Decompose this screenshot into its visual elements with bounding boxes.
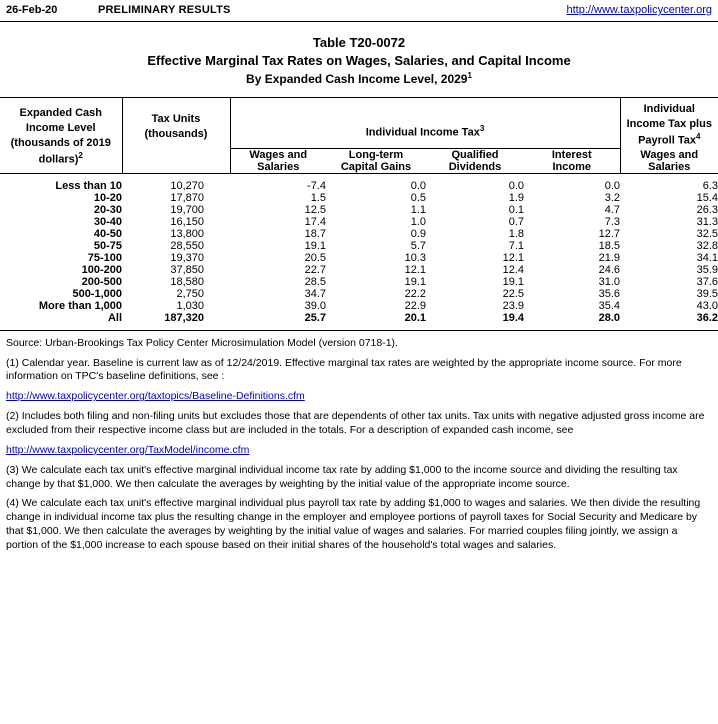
row-capital-gains: 20.1 [404,311,426,324]
row-label: 200-500 [81,275,122,288]
footnote-1-link-line [6,390,712,404]
table-row [0,240,718,252]
footnote-3: (3) We calculate each tax unit's effective marginal individual income tax rate by adding $1,000 to the income source and dividing the resulting tax change by that $1,000. We then calculate the averages by weighting by the initial value of the appropriate income source. [6,463,678,490]
row-label: All [107,311,122,324]
row-payroll: 32.8 [696,239,718,252]
row-payroll: 43.0 [696,299,718,312]
table-row [0,192,718,204]
row-label: Less than 10 [55,179,122,192]
row-tax-units: 17,870 [170,191,204,204]
table-row [0,264,718,276]
row-payroll: 6.3 [702,179,718,192]
income-level-line4-text: dollars) [38,153,79,166]
row-interest: 28.0 [598,311,620,324]
col-header-tax-units [122,98,230,173]
row-wages: 17.4 [304,215,326,228]
row-capital-gains: 22.9 [404,299,426,312]
row-payroll: 34.1 [696,251,718,264]
row-payroll: 26.3 [696,203,718,216]
row-dividends: 19.1 [502,275,524,288]
table-subtitle [0,71,718,86]
header-date: 26-Feb-20 [6,4,58,16]
source-note: Source: Urban-Brookings Tax Policy Center Microsimulation Model (version 0718-1). [6,336,398,349]
row-capital-gains: 1.0 [410,215,426,228]
row-label: 10-20 [93,191,122,204]
row-interest: 35.4 [598,299,620,312]
row-capital-gains: 0.9 [410,227,426,240]
row-payroll: 39.5 [696,287,718,300]
table-row [0,204,718,216]
row-interest: 4.7 [604,203,620,216]
col-header-interest-income [524,148,620,173]
footnote-2-link-line [6,444,712,458]
col-header-payroll-wages-salaries [620,148,718,173]
table-row [0,300,718,312]
row-wages: 34.7 [304,287,326,300]
capital-gains-line1: Long-term [348,148,404,161]
row-dividends: 1.8 [508,227,524,240]
table-title: Effective Marginal Tax Rates on Wages, Salaries, and Capital Income [147,53,571,68]
table-row [0,180,718,192]
row-payroll: 15.4 [696,191,718,204]
payroll-group-line3-text: Payroll Tax [638,134,696,147]
row-interest: 7.3 [604,215,620,228]
row-interest: 0.0 [604,179,620,192]
col-group-individual-income-tax [230,98,620,148]
group-income-tax-label: Individual Income Tax [365,126,480,139]
row-wages: 28.5 [304,275,326,288]
row-tax-units: 37,850 [170,263,204,276]
row-capital-gains: 1.1 [410,203,426,216]
row-dividends: 7.1 [508,239,524,252]
row-payroll: 37.6 [696,275,718,288]
wages-salaries-line2: Salaries [257,160,300,173]
row-interest: 24.6 [598,263,620,276]
row-dividends: 0.1 [508,203,524,216]
table-subtitle-text: By Expanded Cash Income Level, 2029 [246,72,468,86]
qualified-dividends-line1: Qualified [451,148,499,161]
row-interest: 21.9 [598,251,620,264]
row-dividends: 12.1 [502,251,524,264]
row-wages: 1.5 [310,191,326,204]
income-level-line4 [0,151,122,168]
payroll-group-line3 [621,132,718,149]
row-label: 50-75 [93,239,122,252]
col-group-income-plus-payroll [620,98,718,148]
col-header-capital-gains [326,148,426,173]
tax-units-line2: (thousands) [144,127,208,140]
table-number: Table T20-0072 [312,35,406,50]
payroll-group-line2: Income Tax plus [626,117,712,130]
row-wages: 39.0 [304,299,326,312]
row-dividends: 0.7 [508,215,524,228]
row-label: 75-100 [87,251,122,264]
interest-income-line1: Interest [551,148,592,161]
row-payroll: 31.3 [696,215,718,228]
payroll-wages-line2: Salaries [648,160,691,173]
row-label: 100-200 [81,263,122,276]
row-tax-units: 2,750 [176,287,204,300]
row-payroll: 32.5 [696,227,718,240]
subtitle-footnote-marker: 1 [467,71,472,80]
row-interest: 35.6 [598,287,620,300]
data-table [0,98,718,330]
row-capital-gains: 19.1 [404,275,426,288]
row-dividends: 23.9 [502,299,524,312]
table-row-total [0,312,718,324]
title-block [0,22,718,97]
row-tax-units: 13,800 [170,227,204,240]
row-wages: -7.4 [307,179,326,192]
row-label: 20-30 [93,203,122,216]
row-tax-units: 16,150 [170,215,204,228]
row-interest: 18.5 [598,239,620,252]
interest-income-line2: Income [552,160,591,173]
row-tax-units: 19,370 [170,251,204,264]
row-capital-gains: 12.1 [404,263,426,276]
income-level-line2: Income Level [25,121,96,134]
row-tax-units: 187,320 [164,311,204,324]
income-level-line3: (thousands of 2019 [10,136,111,149]
wages-salaries-line1: Wages and [249,148,308,161]
row-tax-units: 10,270 [170,179,204,192]
row-capital-gains: 10.3 [404,251,426,264]
row-payroll: 36.2 [696,311,718,324]
row-capital-gains: 0.5 [410,191,426,204]
payroll-group-footnote-marker: 4 [695,131,701,141]
row-capital-gains: 22.2 [404,287,426,300]
row-dividends: 22.5 [502,287,524,300]
row-payroll: 35.9 [696,263,718,276]
document-header [0,0,718,21]
row-interest: 12.7 [598,227,620,240]
baseline-definitions-link[interactable]: http://www.taxpolicycenter.org/taxtopics/Baseline-Definitions.cfm [6,390,305,403]
row-label: 500-1,000 [72,287,122,300]
row-wages: 12.5 [304,203,326,216]
row-wages: 18.7 [304,227,326,240]
row-wages: 20.5 [304,251,326,264]
table-row [0,216,718,228]
row-dividends: 19.4 [502,311,524,324]
header-row-group [0,98,718,148]
row-interest: 31.0 [598,275,620,288]
table-row [0,228,718,240]
footnotes-block [0,331,718,553]
header-url-link[interactable]: http://www.taxpolicycenter.org [566,4,712,16]
row-tax-units: 28,550 [170,239,204,252]
row-dividends: 1.9 [508,191,524,204]
group-income-tax-footnote-marker: 3 [479,123,485,133]
row-label: 30-40 [93,215,122,228]
row-wages: 22.7 [304,263,326,276]
table-row [0,288,718,300]
header-status: PRELIMINARY RESULTS [98,4,231,16]
qualified-dividends-line2: Dividends [448,160,502,173]
row-capital-gains: 5.7 [410,239,426,252]
col-header-income-level [0,98,122,173]
row-tax-units: 1,030 [176,299,204,312]
col-header-qualified-dividends [426,148,524,173]
footnote-4: (4) We calculate each tax unit's effective marginal individual plus payroll tax rate by adding $1,000 to wages and salaries. We then divide the resulting change in individual income tax plus the resulting change in the employer and employee portions of payroll taxes for Social Security and Medicare by that $1,000. We then calculate the averages by weighting by the initial value of wages and salaries. For married couples filing jointly, we assign a portion of the $1,000 increase to each spouse based on their initial shares of the household's total wages and salaries. [6,497,701,551]
tax-units-line1: Tax Units [151,113,201,125]
tax-model-income-link[interactable]: http://www.taxpolicycenter.org/TaxModel/income.cfm [6,443,250,456]
col-header-wages-salaries [230,148,326,173]
row-tax-units: 18,580 [170,275,204,288]
row-wages: 19.1 [304,239,326,252]
row-label: More than 1,000 [38,299,122,312]
footnote-2: (2) Includes both filing and non-filing units but excludes those that are dependents of other tax units. Tax units with negative adjusted gross income are excluded from their respective income class but are included in the totals. For a description of expanded cash income, see [6,410,705,436]
row-dividends: 12.4 [502,263,524,276]
income-level-line1: Expanded Cash [19,107,103,119]
table-row [0,252,718,264]
payroll-wages-line1: Wages and [640,148,699,161]
row-wages: 25.7 [304,311,326,324]
table-row [0,276,718,288]
row-capital-gains: 0.0 [410,179,426,192]
income-level-footnote-marker: 2 [78,150,83,160]
capital-gains-line2: Capital Gains [340,160,412,173]
row-interest: 3.2 [604,191,620,204]
row-label: 40-50 [93,227,122,240]
footnote-1: (1) Calendar year. Baseline is current law as of 12/24/2019. Effective marginal tax rates are weighted by the appropriate income source. For more information on TPC's baseline definitions, see : [6,356,682,383]
row-dividends: 0.0 [508,179,524,192]
payroll-group-line1: Individual [643,103,695,115]
row-tax-units: 19,700 [170,203,204,216]
